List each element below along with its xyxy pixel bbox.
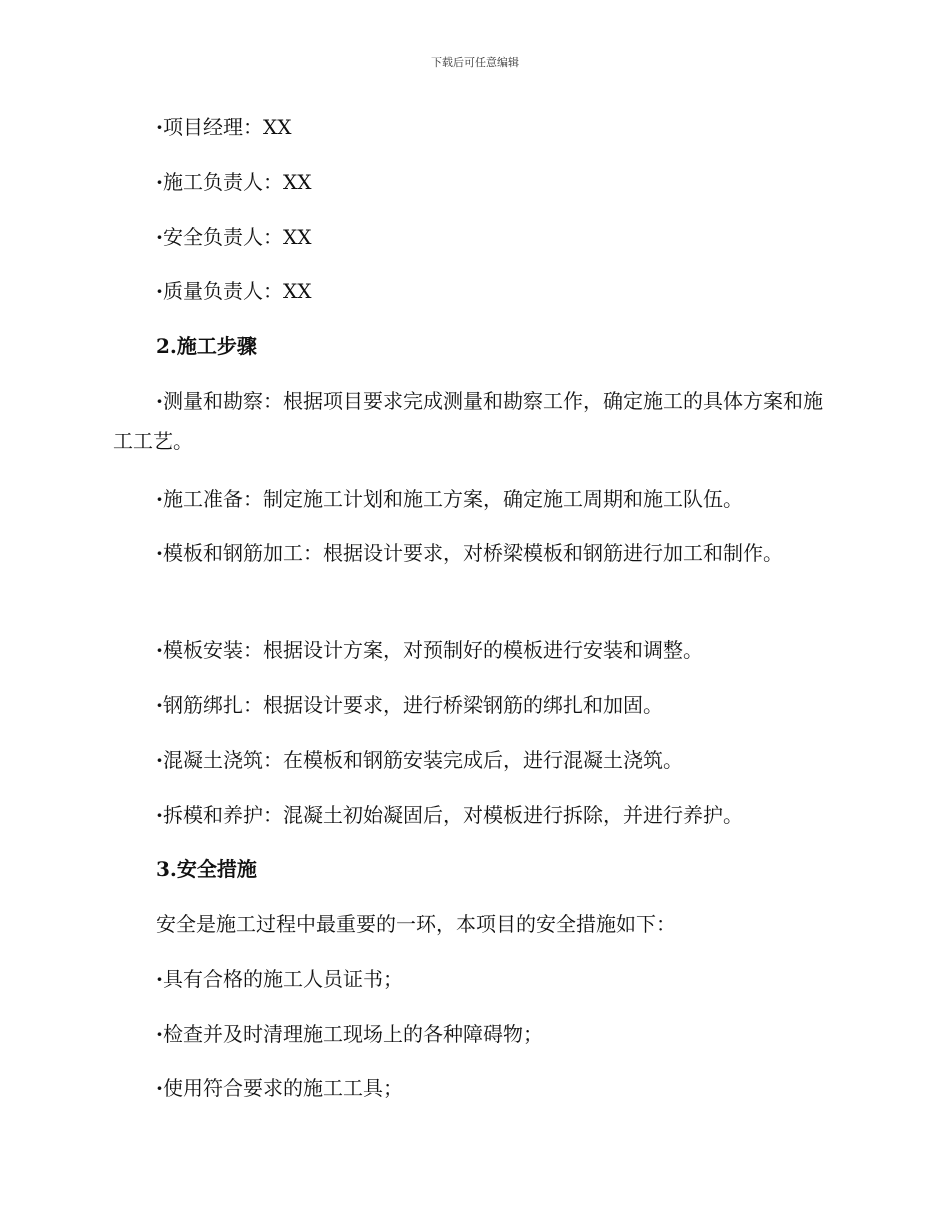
list-item-text: 使用符合要求的施工工具； [162,1076,403,1100]
list-item-safety-lead [113,217,825,257]
list-item-text: 施工准备：制定施工计划和施工方案，确定施工周期和施工队伍。 [162,487,743,511]
section-heading-construction-steps: 2.施工步骤 [156,334,257,358]
list-item-text: 质量负责人：XX [162,279,312,303]
list-item-rebar-binding [113,685,825,725]
list-item-text: 混凝土浇筑：在模板和钢筋安装完成后，进行混凝土浇筑。 [162,748,683,772]
bullet: · [156,279,163,303]
list-item-certificates [113,959,825,999]
list-item-text: 具有合格的施工人员证书； [162,967,403,991]
list-item-clear-obstacles [113,1014,825,1054]
safety-intro-paragraph: 安全是施工过程中最重要的一环，本项目的安全措施如下： [156,912,676,936]
bullet: · [156,225,163,249]
bullet: · [156,389,163,413]
list-item-text: 模板安装：根据设计方案，对预制好的模板进行安装和调整。 [162,638,703,662]
list-item-formwork-rebar-processing [113,533,825,573]
bullet: · [156,170,163,194]
list-item-text: 测量和勘察：根据项目要求完成测量和勘察工作，确定施工的具体方案和施工工艺。 [113,389,823,453]
list-item-construction-lead [113,162,825,202]
list-item-text: 拆模和养护：混凝土初始凝固后，对模板进行拆除，并进行养护。 [162,803,743,827]
list-item-text: 检查并及时清理施工现场上的各种障碍物； [162,1022,543,1046]
list-item-compliant-tools [113,1068,825,1108]
bullet: · [156,1076,163,1100]
bullet: · [156,541,163,565]
bullet: · [156,487,163,511]
list-item-text: 钢筋绑扎：根据设计要求，进行桥梁钢筋的绑扎和加固。 [162,693,663,717]
list-item-demolding-curing [113,795,825,835]
list-item-quality-lead [113,271,825,311]
section-heading-safety-measures: 3.安全措施 [156,857,257,881]
bullet: · [156,967,163,991]
list-item-concrete-pouring [113,740,825,780]
bullet: · [156,748,163,772]
list-item-text: 施工负责人：XX [162,170,312,194]
bullet: · [156,693,163,717]
bullet: · [156,803,163,827]
list-item-project-manager [113,107,825,147]
list-item-preparation [113,479,825,519]
bullet: · [156,115,163,139]
list-item-formwork-installation [113,630,825,670]
list-item-text: 模板和钢筋加工：根据设计要求，对桥梁模板和钢筋进行加工和制作。 [162,541,783,565]
bullet: · [156,638,163,662]
page-header: 下载后可任意编辑 [431,56,519,69]
bullet: · [156,1022,163,1046]
list-item-text: 项目经理：XX [162,115,292,139]
list-item-text: 安全负责人：XX [162,225,312,249]
list-item-survey [113,381,825,461]
